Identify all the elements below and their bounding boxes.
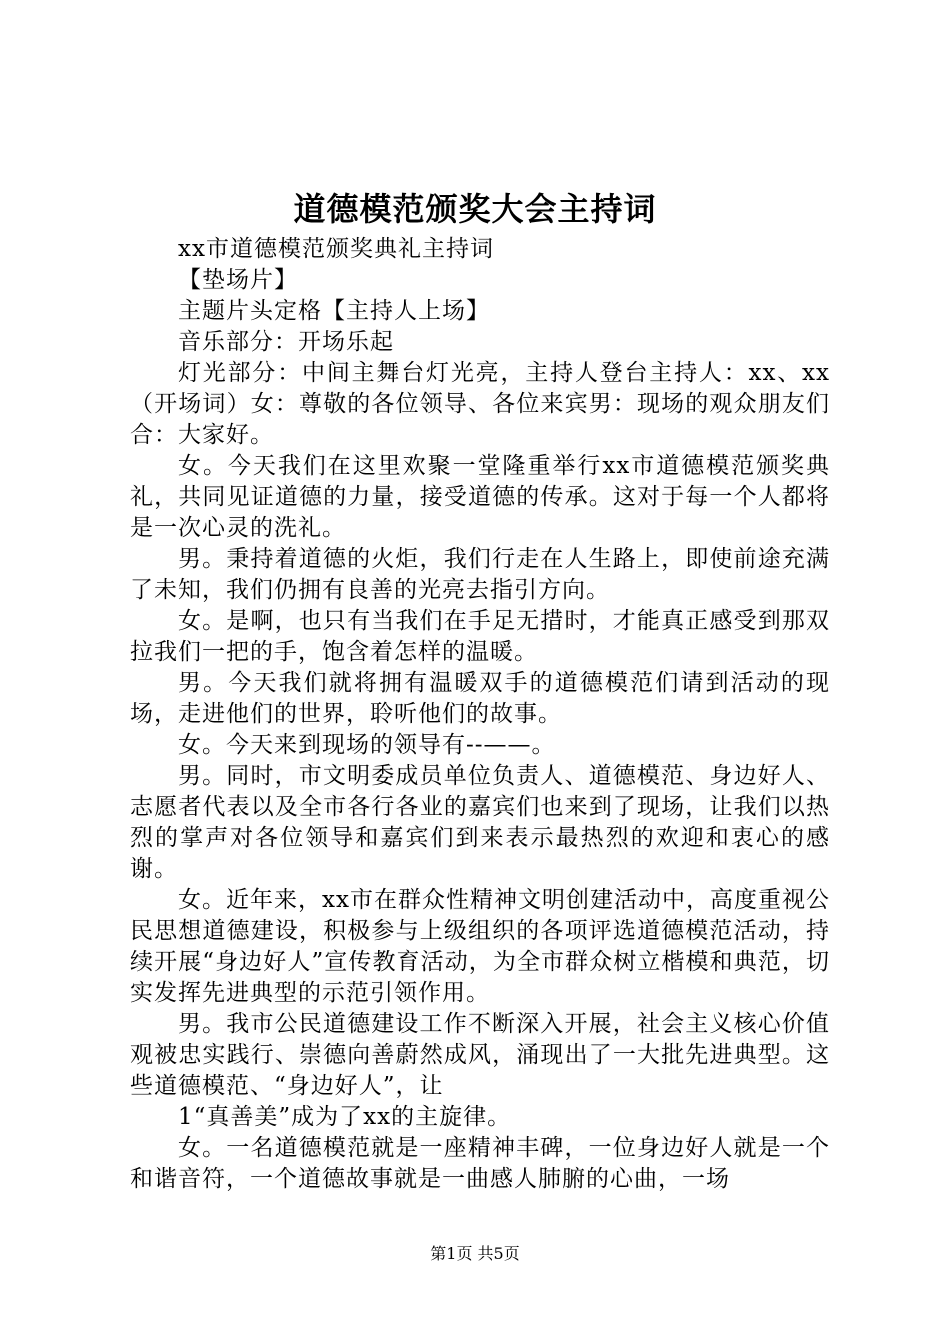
paragraph: 男。今天我们就将拥有温暖双手的道德模范们请到活动的现场，走进他们的世界，聆听他们的故事。 (130, 670, 830, 727)
document-body (130, 234, 830, 1195)
paragraph: 男。我市公民道德建设工作不断深入开展，社会主义核心价值观被忠实践行、崇德向善蔚然成风，涌现出了一大批先进典型。这些道德模范、“身边好人”，让 (130, 1011, 830, 1099)
paragraph: 【垫场片】 (178, 267, 298, 293)
paragraph: 女。近年来，xx市在群众性精神文明创建活动中，高度重视公民思想道德建设，积极参与上级组织的各项评选道德模范活动，持续开展“身边好人”宣传教育活动，为全市群众树立楷模和典范，切实发挥先进典型的示范引领作用。 (130, 887, 830, 1006)
paragraph: 男。秉持着道德的火炬，我们行走在人生路上，即使前途充满了未知，我们仍拥有良善的光亮去指引方向。 (130, 546, 830, 603)
paragraph: xx市道德模范颁奖典礼主持词 (178, 236, 494, 262)
paragraph: 女。今天我们在这里欢聚一堂隆重举行xx市道德模范颁奖典礼，共同见证道德的力量，接受道德的传承。这对于每一个人都将是一次心灵的洗礼。 (130, 453, 830, 541)
page-footer: 第1页 共5页 (430, 1244, 520, 1263)
paragraph: 灯光部分：中间主舞台灯光亮，主持人登台主持人：xx、xx（开场词）女：尊敬的各位领导、各位来宾男：现场的观众朋友们合：大家好。 (130, 360, 830, 448)
paragraph: 男。同时，市文明委成员单位负责人、道德模范、身边好人、志愿者代表以及全市各行各业的嘉宾们也来到了现场，让我们以热烈的掌声对各位领导和嘉宾们到来表示最热烈的欢迎和衷心的感谢。 (130, 763, 830, 882)
paragraph: 1“真善美”成为了xx的主旋律。 (178, 1104, 512, 1130)
paragraph: 女。是啊，也只有当我们在手足无措时，才能真正感受到那双拉我们一把的手，饱含着怎样的温暖。 (130, 608, 830, 665)
paragraph: 女。一名道德模范就是一座精神丰碑，一位身边好人就是一个和谐音符，一个道德故事就是一曲感人肺腑的心曲，一场 (130, 1135, 830, 1192)
paragraph: 主题片头定格【主持人上场】 (178, 298, 490, 324)
paragraph: 女。今天来到现场的领导有--——。 (178, 732, 556, 758)
document-title: 道德模范颁奖大会主持词 (293, 190, 657, 228)
paragraph: 音乐部分：开场乐起 (178, 329, 394, 355)
